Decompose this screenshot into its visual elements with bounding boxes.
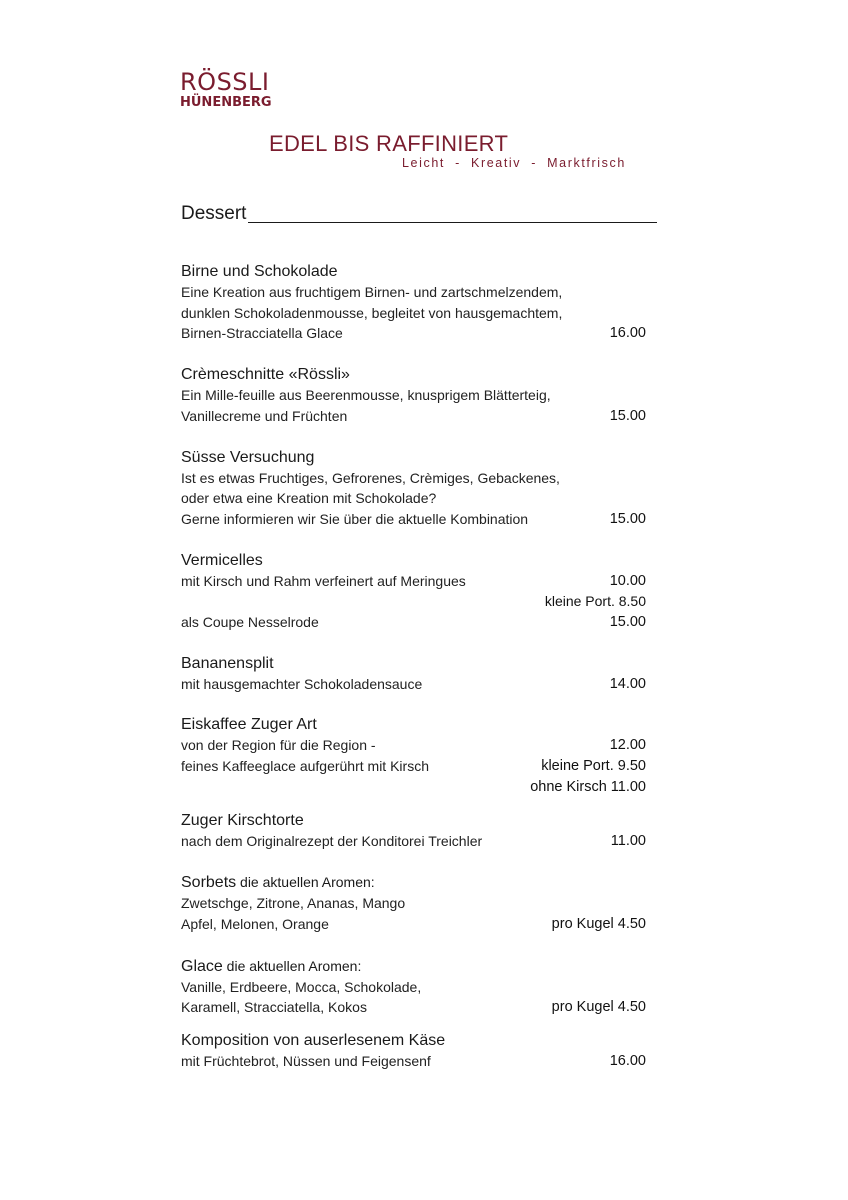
item-description: Apfel, Melonen, Orange	[181, 915, 329, 932]
item-description: dunklen Schokoladenmousse, begleitet von hausgemachtem,	[181, 304, 563, 321]
item-title-suffix: die aktuellen Aromen:	[236, 874, 375, 891]
item-description: Zwetschge, Zitrone, Ananas, Mango	[181, 895, 406, 912]
item-title: Komposition von auserlesenem Käse	[181, 1032, 446, 1050]
logo-location: HÜNENBERG	[180, 95, 272, 110]
item-line	[181, 756, 646, 777]
item-description: Ein Mille-feuille aus Beerenmousse, knusprigem Blätterteig,	[181, 387, 551, 404]
menu-item	[181, 365, 646, 426]
menu-item	[181, 872, 646, 934]
item-line	[181, 914, 646, 935]
item-price: 11.00	[610, 832, 646, 849]
menu-item	[181, 551, 646, 633]
item-description: mit Kirsch und Rahm verfeinert auf Meringues	[181, 572, 466, 589]
item-description: Vanille, Erdbeere, Mocca, Schokolade,	[181, 978, 422, 995]
item-description: nach dem Originalrezept der Konditorei Treichler	[181, 832, 483, 849]
item-description: Vanillecreme und Früchten	[181, 407, 348, 424]
item-price-small-portion: kleine Port. 9.50	[541, 758, 646, 775]
menu-item	[181, 654, 646, 695]
item-price: 14.00	[609, 675, 646, 692]
item-price: pro Kugel 4.50	[551, 915, 646, 932]
item-description: Karamell, Stracciatella, Kokos	[181, 999, 367, 1016]
item-line	[181, 893, 646, 914]
item-description: mit Früchtebrot, Nüssen und Feigensenf	[181, 1053, 431, 1070]
item-description: feines Kaffeeglace aufgerührt mit Kirsch	[181, 758, 429, 775]
item-line	[181, 612, 646, 633]
item-description: Ist es etwas Fruchtiges, Gefrorenes, Crèmiges, Gebackenes,	[181, 469, 560, 486]
item-line	[181, 385, 646, 406]
page-tagline: Leicht - Kreativ - Marktfrisch	[402, 156, 626, 170]
item-price: 16.00	[609, 1053, 646, 1070]
item-line	[181, 735, 646, 756]
item-title: Birne und Schokolade	[181, 263, 338, 280]
menu-item	[181, 262, 646, 344]
restaurant-logo	[180, 69, 272, 110]
item-title: Süsse Versuchung	[181, 448, 315, 466]
item-title: Zuger Kirschtorte	[181, 811, 304, 829]
item-line	[181, 406, 646, 427]
dessert-menu	[181, 262, 646, 1093]
item-line	[181, 488, 646, 509]
menu-item	[181, 715, 646, 797]
item-title: Eiskaffee Zuger Art	[181, 716, 317, 734]
menu-item	[181, 956, 646, 1018]
item-title: Crèmeschnitte «Rössli»	[181, 366, 350, 384]
item-title: Sorbets	[181, 874, 237, 892]
item-description: mit hausgemachter Schokoladensauce	[181, 675, 423, 692]
item-line	[181, 777, 646, 798]
section-title: Dessert	[181, 203, 247, 224]
item-line	[181, 1051, 646, 1072]
menu-item	[181, 448, 646, 530]
section-underline	[248, 222, 657, 223]
item-title-row	[181, 956, 646, 977]
item-title-suffix: die aktuellen Aromen:	[222, 957, 362, 974]
item-line	[181, 323, 646, 344]
item-title: Glace	[181, 957, 223, 975]
item-description: als Coupe Nesselrode	[181, 614, 319, 631]
item-price-small-portion: kleine Port. 8.50	[544, 593, 646, 610]
item-price: 15.00	[609, 614, 646, 631]
item-title: Vermicelles	[181, 551, 263, 569]
item-title: Bananensplit	[181, 654, 274, 672]
item-description: Gerne informieren wir Sie über die aktuelle Kombination	[181, 510, 529, 527]
menu-item	[181, 811, 646, 852]
item-line	[181, 571, 646, 592]
item-description: oder etwa eine Kreation mit Schokolade?	[181, 490, 437, 507]
item-line	[181, 831, 646, 852]
item-description: Birnen-Stracciatella Glace	[181, 325, 343, 342]
item-price: pro Kugel 4.50	[551, 999, 646, 1016]
item-line	[181, 509, 646, 530]
item-description: Eine Kreation aus fruchtigem Birnen- und zartschmelzendem,	[181, 284, 563, 300]
menu-item	[181, 1031, 646, 1072]
item-price: 15.00	[609, 510, 646, 527]
item-price: 10.00	[609, 572, 646, 589]
item-line	[181, 674, 646, 695]
item-price: 15.00	[609, 407, 646, 424]
item-price: 12.00	[609, 737, 646, 754]
item-line	[181, 997, 646, 1018]
item-line	[181, 468, 646, 489]
item-description: von der Region für die Region -	[181, 737, 376, 754]
item-line	[181, 303, 646, 324]
item-price-without-kirsch: ohne Kirsch 11.00	[530, 778, 646, 795]
page-headline: EDEL BIS RAFFINIERT	[269, 131, 509, 156]
item-price: 16.00	[609, 325, 646, 342]
item-line	[181, 282, 646, 303]
item-line	[181, 977, 646, 998]
item-title-row	[181, 872, 646, 893]
logo-name: RÖSSLI	[180, 68, 270, 96]
item-line	[181, 591, 646, 612]
